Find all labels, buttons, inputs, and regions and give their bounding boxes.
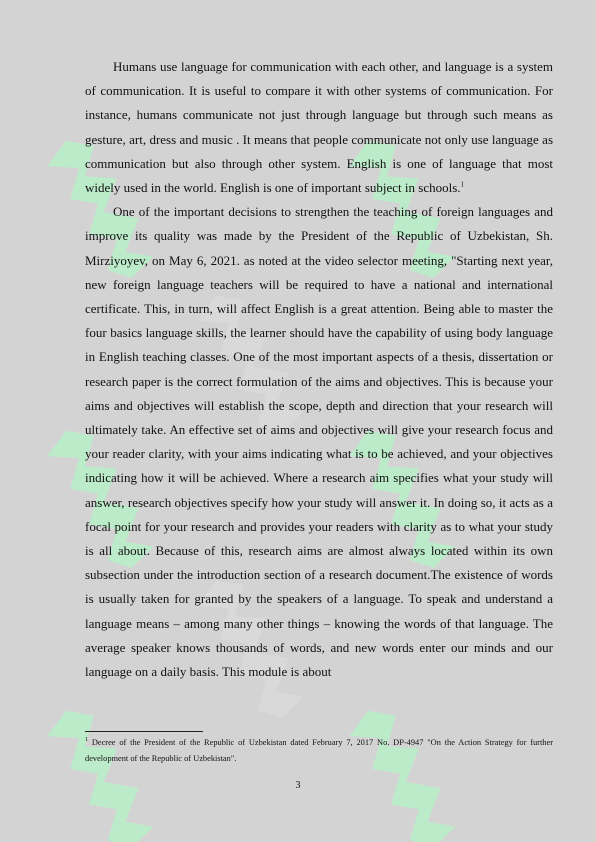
paragraph-1 <box>85 55 553 200</box>
page-number: 3 <box>295 780 301 791</box>
footnote-mark: 1 <box>85 737 88 744</box>
watermark-logo-icon <box>335 693 478 842</box>
footnote <box>85 735 553 767</box>
footnote-reference[interactable]: 1 <box>460 180 465 189</box>
watermark-logo-icon <box>33 693 176 842</box>
body-text <box>85 55 553 684</box>
paragraph-2-text: One of the important decisions to strengthen the teaching of foreign languages and improve its quality was made by the President of the Republic of Uzbekistan, Sh. Mirziyoyev, on May 6, 2021. as noted at the video selector meeting, "Starting next year, new foreign language teachers will be required to have a national and international certificate. This, in turn, will affect English is a great attention. Being able to master the four basics language skills, the learner should have the capability of using body language in English teaching classes. One of the most important aspects of a thesis, dissertation or research paper is the correct formulation of the aims and objectives. This is because your aims and objectives will establish the scope, depth and direction that your research will ultimately take. An effective set of aims and objectives will give your research focus and your reader clarity, with your aims indicating what is to be achieved, and your objectives indicating how it will be achieved. Where a research aim specifies what your study will answer, research objectives specify how your study will answer it. In doing so, it acts as a focal point for your research and provides your readers with clarity as to what your study is all about. Because of this, research aims are almost always located within its own subsection under the introduction section of a research document.The existence of words is usually taken for granted by the speakers of a language. To speak and understand a language means – among many other things – knowing the words of that language. The average speaker knows thousands of words, and new words enter our minds and our language on a daily basis. This module is about <box>85 204 553 680</box>
paragraph-2 <box>85 200 553 684</box>
footnote-text: Decree of the President of the Republic of Uzbekistan dated February 7, 2017 No. DP-4947 "On the Action Strategy for further development of the Republic of Uzbekistan". <box>85 738 553 763</box>
paragraph-1-text: Humans use language for communication with each other, and language is a system of communication. It is useful to compare it with other systems of communication. For instance, humans communicate not just through language but through such means as gesture, art, dress and music . It means that people communicate not only use language as communication but also through other system. English is one of language that most widely used in the world. English is one of important subject in schools. <box>85 59 553 196</box>
footnote-separator <box>85 731 203 732</box>
